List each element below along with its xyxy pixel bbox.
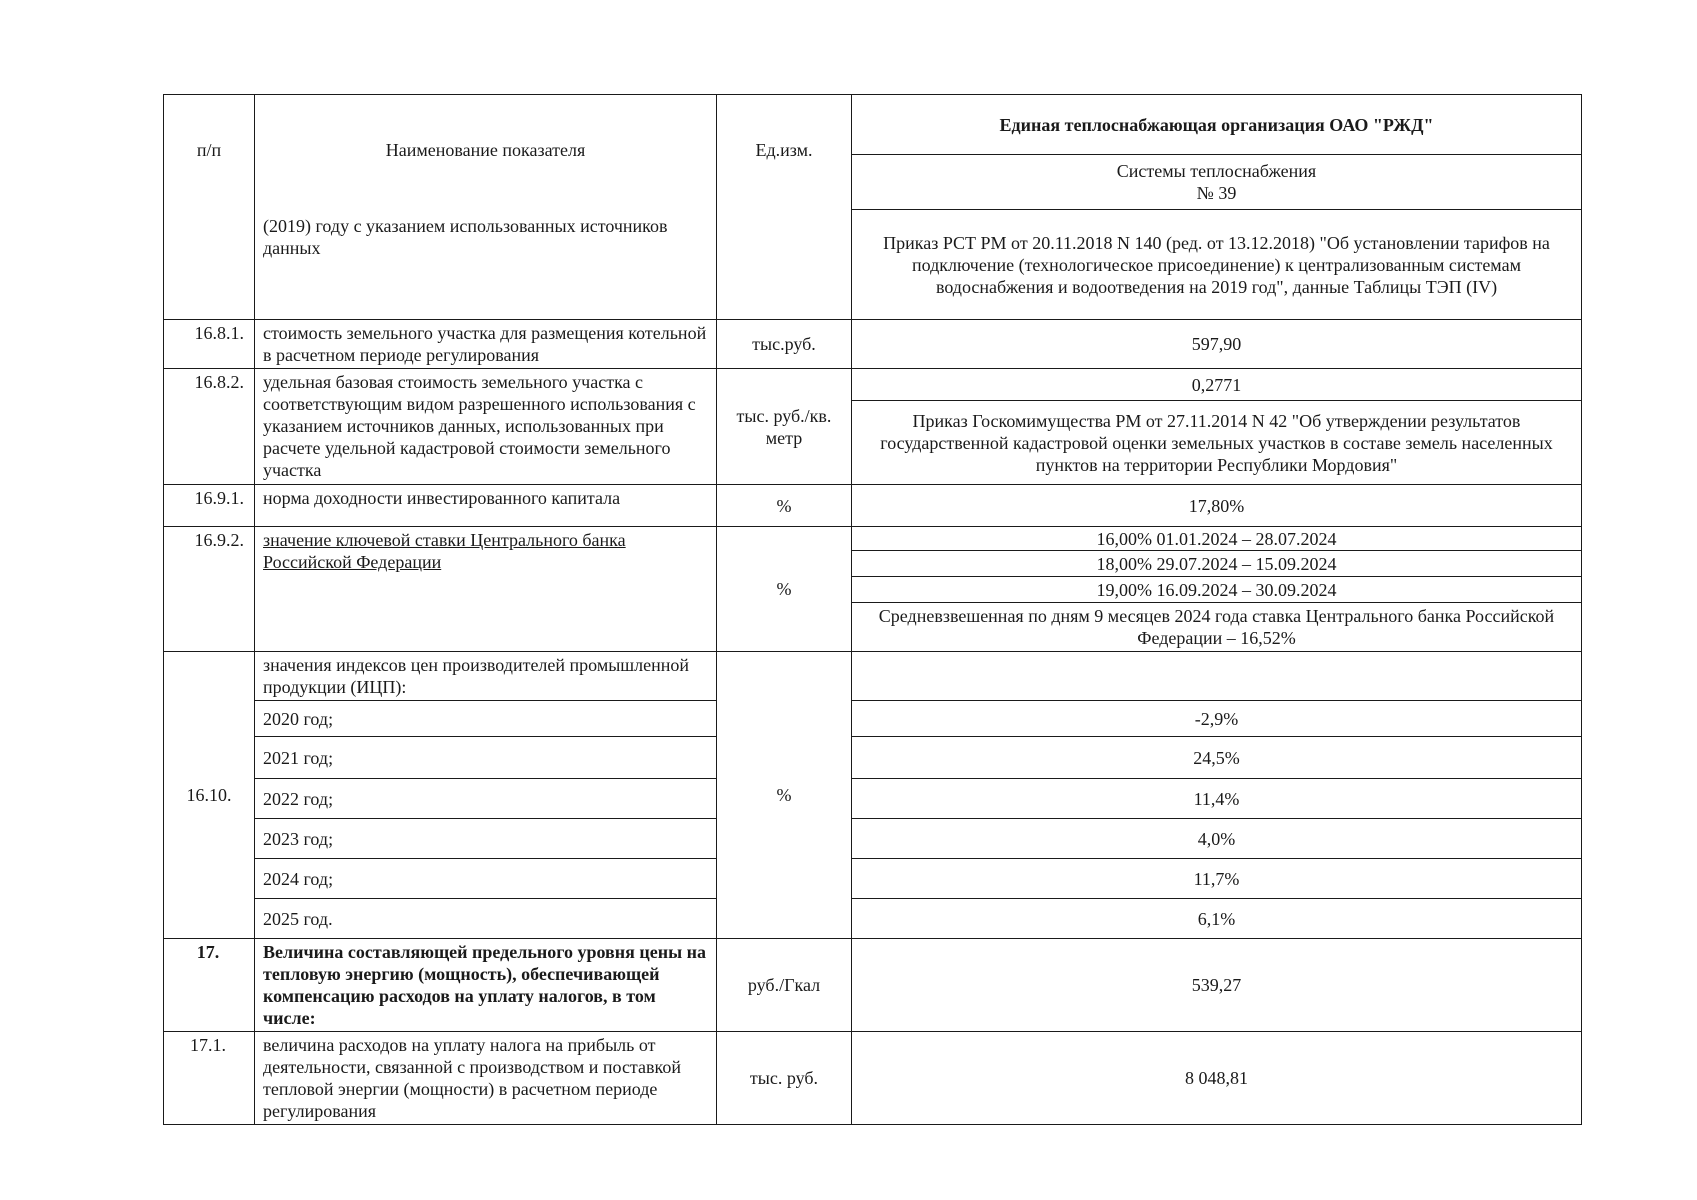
row-unit: тыс.руб. — [717, 320, 852, 369]
row-name: значение ключевой ставки Центрального банка Российской Федерации — [255, 527, 717, 652]
row-name: удельная базовая стоимость земельного участка с соответствующим видом разрешенного использования с указанием источников данных, использованных при расчете удельной кадастровой стоимости земельного участка — [255, 369, 717, 485]
row-value: 597,90 — [852, 320, 1582, 369]
header-source: Приказ РСТ РМ от 20.11.2018 N 140 (ред. от 13.12.2018) "Об установлении тарифов на подключение (технологическое присоединение) к централизованным системам водоснабжения и водоотведения на 2019 год", данные Таблицы ТЭП (IV) — [852, 210, 1582, 320]
ipc-value: 11,7% — [852, 859, 1582, 899]
row-unit: % — [717, 652, 852, 939]
row-unit: % — [717, 485, 852, 527]
ipc-value: 4,0% — [852, 819, 1582, 859]
ipc-year: 2021 год; — [255, 737, 717, 779]
header-name-continuation: (2019) году с указанием использованных источников данных — [263, 216, 668, 258]
header-num-cell — [164, 95, 255, 320]
header-unit-cell — [717, 95, 852, 320]
header-unit: Ед.изм. — [755, 140, 813, 160]
ipc-year: 2024 год; — [255, 859, 717, 899]
header-name: Наименование показателя — [385, 140, 586, 160]
system-cell — [852, 155, 1582, 210]
key-rate-period: 18,00% 29.07.2024 – 15.09.2024 — [852, 551, 1582, 577]
row-unit: руб./Гкал — [717, 939, 852, 1032]
row-unit: тыс. руб. — [717, 1032, 852, 1125]
key-rate-period: 16,00% 01.01.2024 – 28.07.2024 — [852, 527, 1582, 551]
row-num: 17.1. — [164, 1032, 255, 1125]
row-name: норма доходности инвестированного капитала — [255, 485, 717, 527]
ipc-value: 11,4% — [852, 779, 1582, 819]
tariff-table — [163, 94, 1582, 1125]
ipc-year: 2022 год; — [255, 779, 717, 819]
row-num: 16.8.2. — [164, 369, 255, 485]
org-title: Единая теплоснабжающая организация ОАО "РЖД" — [852, 95, 1582, 155]
ipc-year: 2025 год. — [255, 899, 717, 939]
key-rate-weighted-average: Средневзвешенная по дням 9 месяцев 2024 года ставка Центрального банка Российской Федерации – 16,52% — [852, 603, 1582, 652]
row-value: 8 048,81 — [852, 1032, 1582, 1125]
row-source: Приказ Госкомимущества РМ от 27.11.2014 N 42 "Об утверждении результатов государственной кадастровой оценки земельных участков в составе земель населенных пунктов на территории Республики Мордовия" — [852, 401, 1582, 485]
ipc-value: 6,1% — [852, 899, 1582, 939]
row-value: 17,80% — [852, 485, 1582, 527]
row-value: 539,27 — [852, 939, 1582, 1032]
row-num: 17. — [164, 939, 255, 1032]
row-num: 16.9.2. — [164, 527, 255, 652]
row-value: 0,2771 — [852, 369, 1582, 401]
system-line-1: Системы теплоснабжения — [1116, 161, 1317, 181]
row-name: величина расходов на уплату налога на прибыль от деятельности, связанной с производством и поставкой тепловой энергии (мощности) в расчетном периоде регулирования — [255, 1032, 717, 1125]
row-name: значения индексов цен производителей промышленной продукции (ИЦП): — [255, 652, 717, 701]
header-name-cell — [255, 95, 717, 320]
row-name: Величина составляющей предельного уровня цены на тепловую энергию (мощность), обеспечивающей компенсацию расходов на уплату налогов, в том числе: — [255, 939, 717, 1032]
row-unit: тыс. руб./кв. метр — [717, 369, 852, 485]
key-rate-period: 19,00% 16.09.2024 – 30.09.2024 — [852, 577, 1582, 603]
row-num: 16.9.1. — [164, 485, 255, 527]
row-num: 16.8.1. — [164, 320, 255, 369]
row-num: 16.10. — [164, 652, 255, 939]
row-unit: % — [717, 527, 852, 652]
ipc-value: 24,5% — [852, 737, 1582, 779]
row-value-empty — [852, 652, 1582, 701]
ipc-year: 2023 год; — [255, 819, 717, 859]
header-num: п/п — [196, 140, 222, 160]
ipc-value: -2,9% — [852, 701, 1582, 737]
row-name: стоимость земельного участка для размещения котельной в расчетном периоде регулирования — [255, 320, 717, 369]
ipc-year: 2020 год; — [255, 701, 717, 737]
system-line-2: № 39 — [1196, 183, 1237, 203]
